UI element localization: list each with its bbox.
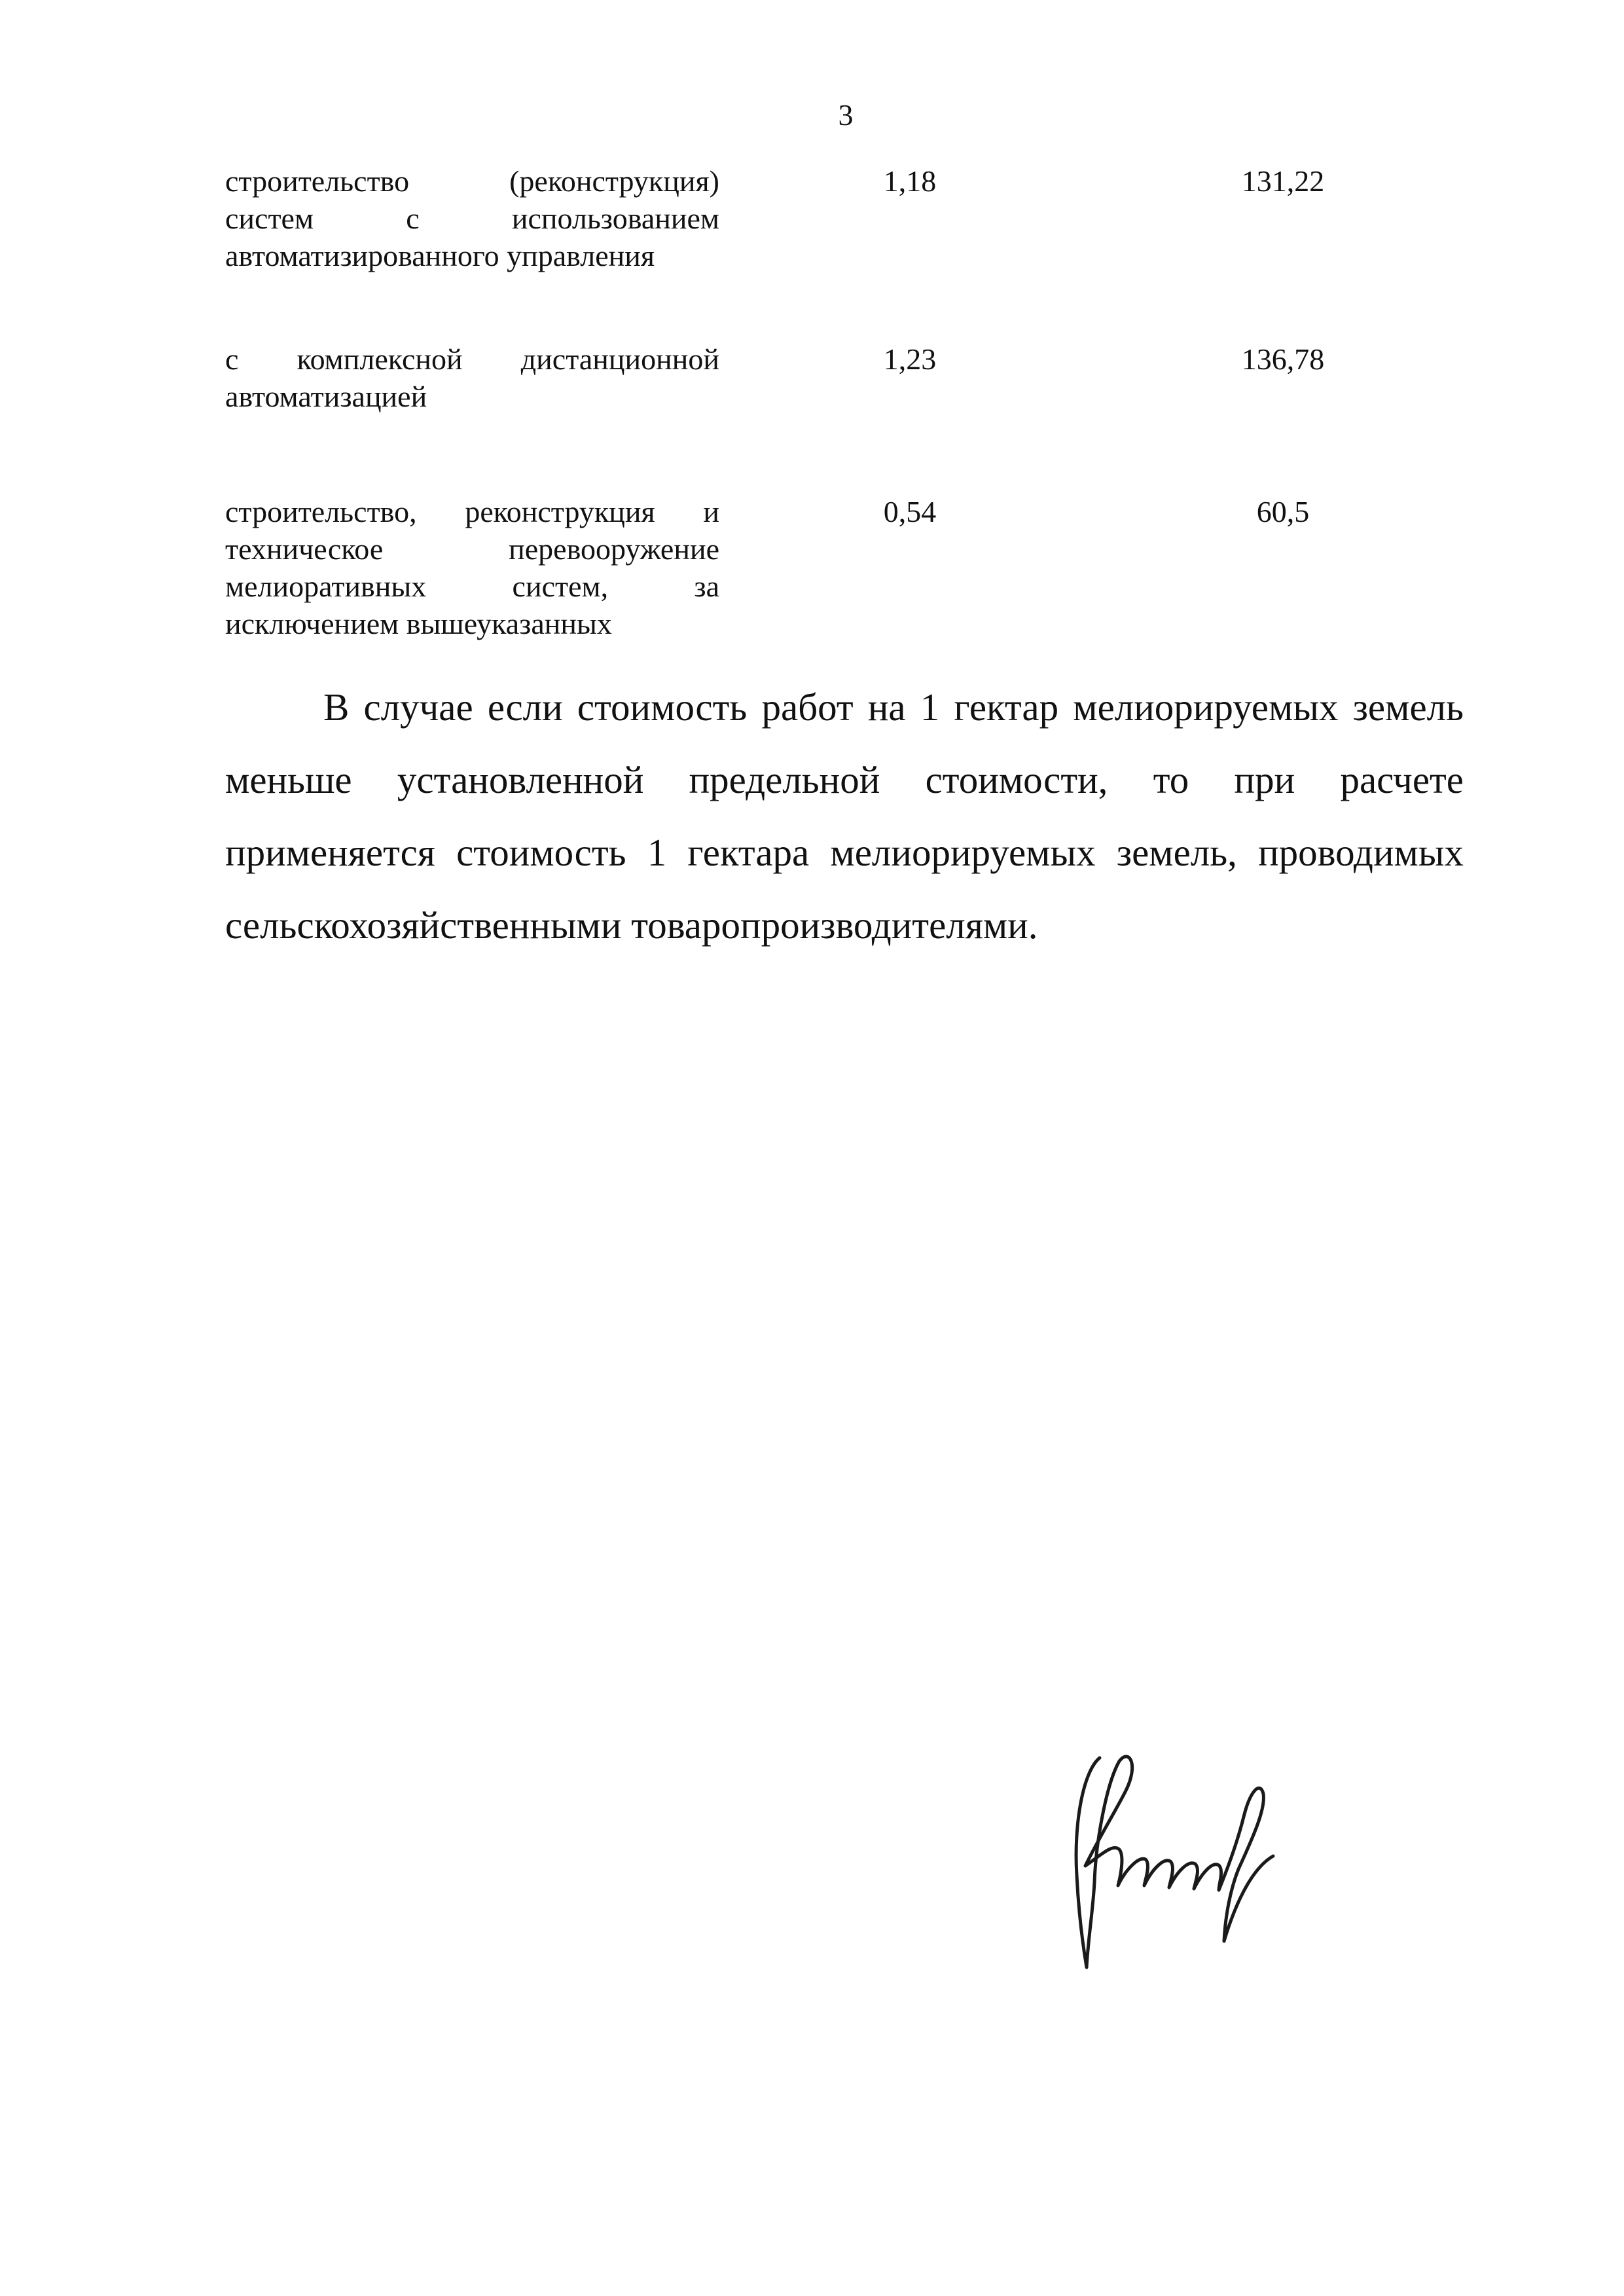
row-label: строительство (реконструкция) систем с использованием автоматизированного управления [225,164,719,272]
page-number: 3 [838,98,854,132]
row-label: строительство, реконструкция и техническое перевооружение мелиоративных систем, за исключением вышеуказанных [225,495,719,640]
body-paragraph: В случае если стоимость работ на 1 гектар мелиорируемых земель меньше установленной предельной стоимости, то при расчете применяется стоимость 1 гектара мелиорируемых земель, проводимых сельскохозяйственными товаропроизводителями. [225,685,1464,947]
signature-icon [1047,1745,1290,1980]
row-coefficient: 1,23 [883,342,937,376]
row-cost: 136,78 [1241,342,1325,376]
row-coefficient: 1,18 [883,164,937,198]
row-cost: 131,22 [1241,164,1325,198]
row-cost: 60,5 [1256,495,1310,528]
row-label: с комплексной дистанционной автоматизацией [225,342,719,413]
row-coefficient: 0,54 [883,495,937,528]
